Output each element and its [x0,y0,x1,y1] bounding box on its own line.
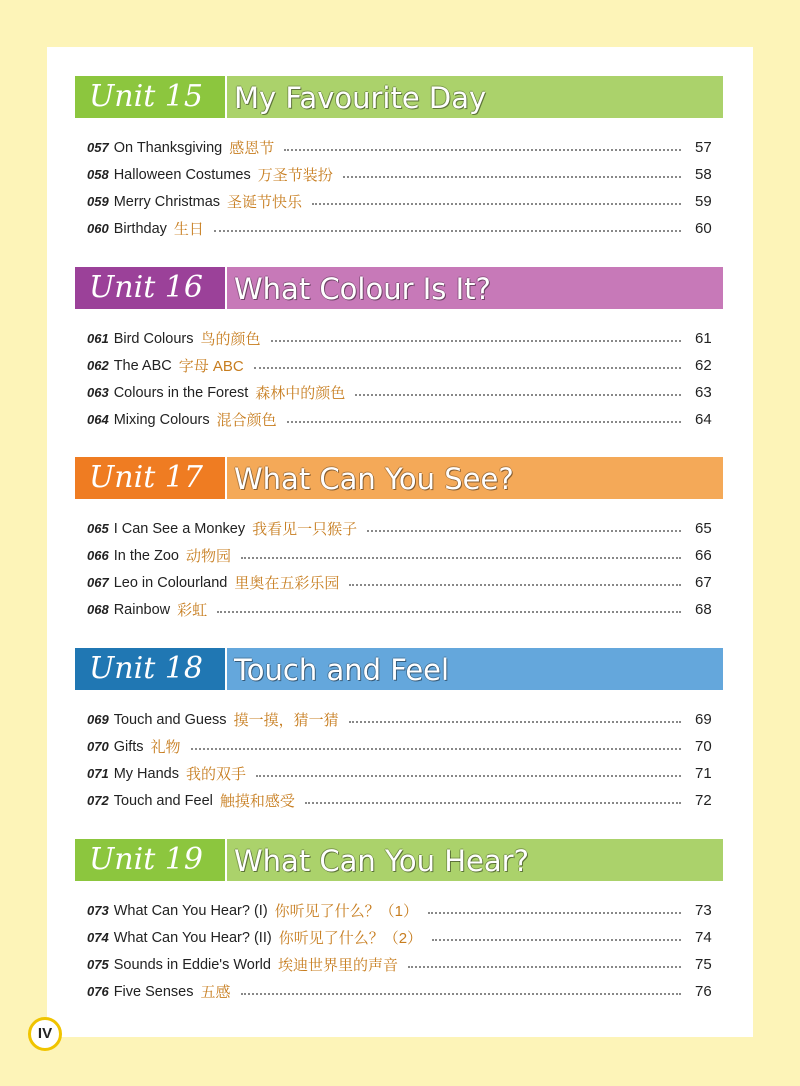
lesson-title: Sounds in Eddie's World [113,956,271,973]
dot-leader [312,203,681,205]
unit-16 [75,267,723,433]
dot-leader [287,421,681,423]
dot-leader [349,584,681,586]
lesson-title-zh: 感恩节 [229,140,275,157]
page-ref: 71 [695,765,712,782]
lesson-title: My Hands [113,765,179,782]
lesson-title-zh: 五感 [200,984,231,1001]
page-ref: 59 [695,193,712,210]
page-ref: 74 [695,929,712,946]
lesson-row[interactable] [75,760,723,787]
page-ref: 69 [695,711,712,728]
lesson-number: 061 [87,331,109,346]
unit-banner [75,648,723,690]
dot-leader [254,367,681,369]
lesson-row[interactable] [75,787,723,814]
lesson-number: 067 [87,575,109,590]
dot-leader [305,802,681,804]
dot-leader [284,149,681,151]
lesson-row[interactable] [75,897,723,924]
lesson-title-zh: 字母 ABC [178,358,244,375]
unit-number: Unit 18 [75,648,225,690]
page-ref: 68 [695,601,712,618]
lesson-title: What Can You Hear? (I) [113,902,268,919]
unit-17 [75,457,723,623]
unit-number: Unit 17 [75,457,225,499]
dot-leader [271,340,682,342]
lesson-title-zh: 你听见了什么？（2） [278,930,423,947]
lesson-number: 064 [87,412,109,427]
unit-banner [75,267,723,309]
lesson-number: 062 [87,358,109,373]
lesson-number: 060 [87,221,109,236]
lesson-title-zh: 生日 [173,221,204,238]
lesson-number: 059 [87,194,109,209]
lesson-title-zh: 圣诞节快乐 [227,194,303,211]
page-ref: 76 [695,983,712,1000]
lesson-row[interactable] [75,188,723,215]
unit-title: What Colour Is It? [227,267,723,309]
page-ref: 60 [695,220,712,237]
lesson-number: 066 [87,548,109,563]
page-ref: 65 [695,520,712,537]
lesson-title: The ABC [113,357,172,374]
contents-page [47,47,753,1037]
unit-number: Unit 16 [75,267,225,309]
lesson-title-zh: 万圣节装扮 [257,167,333,184]
lesson-title-zh: 埃迪世界里的声音 [277,957,398,974]
lesson-title-zh: 摸一摸，猜一猜 [233,712,339,729]
lesson-title: Gifts [113,738,144,755]
lesson-title: Halloween Costumes [113,166,251,183]
dot-leader [241,993,681,995]
dot-leader [408,966,681,968]
lesson-title-zh: 礼物 [150,739,181,756]
dot-leader [428,912,681,914]
dot-leader [217,611,681,613]
lesson-title: Merry Christmas [113,193,221,210]
lesson-row[interactable] [75,733,723,760]
unit-number: Unit 19 [75,839,225,881]
lesson-number: 069 [87,712,109,727]
unit-title: What Can You See? [227,457,723,499]
page-ref: 67 [695,574,712,591]
lesson-row[interactable] [75,596,723,623]
dot-leader [256,775,681,777]
lesson-number: 058 [87,167,109,182]
unit-banner [75,839,723,881]
lesson-title-zh: 动物园 [186,548,232,565]
page-number-badge: IV [28,1017,62,1051]
lesson-title-zh: 混合颜色 [216,412,277,429]
lesson-title-zh: 森林中的颜色 [255,385,346,402]
lesson-row[interactable] [75,406,723,433]
lesson-number: 076 [87,984,109,999]
dot-leader [241,557,681,559]
unit-title: My Favourite Day [227,76,723,118]
dot-leader [367,530,681,532]
lesson-row[interactable] [75,978,723,1005]
lesson-title: What Can You Hear? (II) [113,929,272,946]
page-ref: 73 [695,902,712,919]
lesson-row[interactable] [75,379,723,406]
lesson-number: 071 [87,766,109,781]
lesson-number: 065 [87,521,109,536]
lesson-row[interactable] [75,352,723,379]
lesson-number: 068 [87,602,109,617]
lesson-title-zh: 鸟的颜色 [200,331,261,348]
unit-banner [75,76,723,118]
unit-banner [75,457,723,499]
lesson-number: 074 [87,930,109,945]
dot-leader [214,230,681,232]
page-ref: 58 [695,166,712,183]
lesson-row[interactable] [75,706,723,733]
lesson-number: 072 [87,793,109,808]
page-ref: 70 [695,738,712,755]
unit-18 [75,648,723,814]
dot-leader [355,394,681,396]
unit-15 [75,76,723,242]
lesson-title: Bird Colours [113,330,194,347]
lesson-title-zh: 我的双手 [185,766,246,783]
lesson-title: Leo in Colourland [113,574,228,591]
dot-leader [349,721,681,723]
lesson-number: 063 [87,385,109,400]
lesson-row[interactable] [75,542,723,569]
lesson-title: I Can See a Monkey [113,520,246,537]
unit-number: Unit 15 [75,76,225,118]
lesson-title: In the Zoo [113,547,179,564]
page-ref: 66 [695,547,712,564]
lesson-number: 075 [87,957,109,972]
lesson-title: Touch and Guess [113,711,227,728]
lesson-row[interactable] [75,161,723,188]
lesson-row[interactable] [75,325,723,352]
lesson-title-zh: 彩虹 [177,602,208,619]
lesson-row[interactable] [75,569,723,596]
lesson-row[interactable] [75,215,723,242]
lesson-title: Touch and Feel [113,792,213,809]
lesson-row[interactable] [75,924,723,951]
unit-title: Touch and Feel [227,648,723,690]
page-ref: 72 [695,792,712,809]
lesson-title-zh: 里奥在五彩乐园 [234,575,340,592]
lesson-title-zh: 我看见一只猴子 [252,521,358,538]
page-ref: 63 [695,384,712,401]
lesson-title: On Thanksgiving [113,139,223,156]
page-ref: 57 [695,139,712,156]
lesson-row[interactable] [75,515,723,542]
page-ref: 75 [695,956,712,973]
lesson-title-zh: 你听见了什么？（1） [274,903,418,920]
lesson-title-zh: 触摸和感受 [219,793,295,810]
page-ref: 61 [695,330,712,347]
dot-leader [432,939,681,941]
lesson-row[interactable] [75,134,723,161]
unit-19 [75,839,723,1005]
lesson-title: Five Senses [113,983,194,1000]
page-ref: 64 [695,411,712,428]
lesson-title: Birthday [113,220,167,237]
dot-leader [191,748,681,750]
lesson-number: 057 [87,140,109,155]
page-ref: 62 [695,357,712,374]
lesson-title: Colours in the Forest [113,384,249,401]
lesson-row[interactable] [75,951,723,978]
dot-leader [343,176,681,178]
lesson-number: 073 [87,903,109,918]
lesson-number: 070 [87,739,109,754]
lesson-title: Rainbow [113,601,171,618]
lesson-title: Mixing Colours [113,411,210,428]
unit-title: What Can You Hear? [227,839,723,881]
